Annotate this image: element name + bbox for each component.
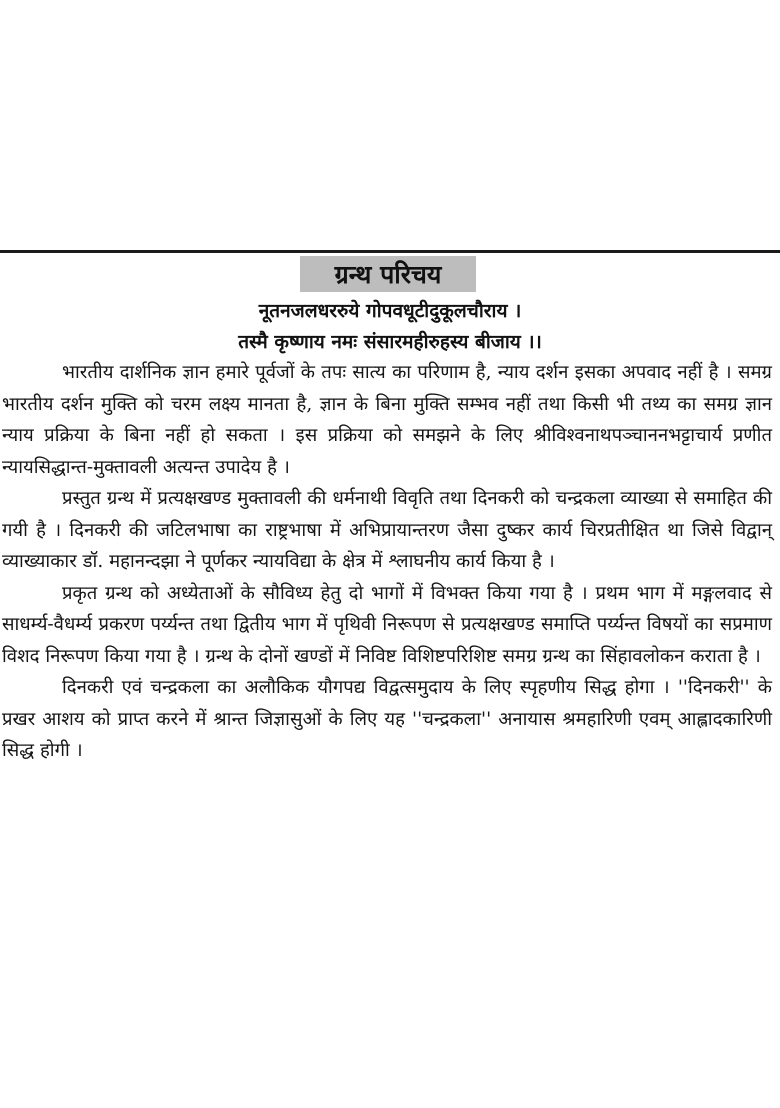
paragraph-3: प्रकृत ग्रन्थ को अध्येताओं के सौविध्य हेतु दो भागों में विभक्त किया गया है । प्रथम भाग में मङ्गलवाद से साधर्म्य-वैधर्म्य प्रकरण पर्य्यन्त तथा द्वितीय भाग में पृथिवी निरूपण से प्रत्यक्षखण्ड समाप्ति पर्य्यन्त विषयों का सप्रमाण विशद निरूपण किया गया है । ग्रन्थ के दोनों खण्डों में निविष्ट विशिष्टपरिशिष्ट समग्र ग्रन्थ का सिंहावलोकन कराता है । [2,582,772,667]
section-title: ग्रन्थ परिचय [334,260,442,289]
paragraph-2: प्रस्तुत ग्रन्थ में प्रत्यक्षखण्ड मुक्तावली की धर्मनाथी विवृति तथा दिनकरी को चन्द्रकला व्याख्या से समाहित की गयी है । दिनकरी की जटिलभाषा का राष्ट्रभाषा में अभिप्रायान्तरण जैसा दुष्कर कार्य चिरप्रतीक्षित था जिसे विद्वान् व्याख्याकार डॉ. महानन्दझा ने पूर्णकर न्यायविद्या के क्षेत्र में श्लाघनीय कार्य किया है । [2,488,772,572]
invocation-verse-line-2: तस्मै कृष्णाय नमः संसारमहीरुहस्य बीजाय ।। [238,331,542,353]
paragraph-4: दिनकरी एवं चन्द्रकला का अलौकिक यौगपद्य विद्वत्समुदाय के लिए स्पृहणीय सिद्ध होगा । ''दिनकरी'' के प्रखर आशय को प्राप्त करने में श्रान्त जिज्ञासुओं के लिए यह ''चन्द्रकला'' अनायास श्रमहारिणी एवम् आह्लादकारिणी सिद्ध होगी । [2,677,772,761]
section-title-box [300,256,476,292]
top-divider-line [0,250,780,253]
invocation-verse-line-1: नूतनजलधररुये गोपवधूटीदुकूलचौराय । [258,300,522,322]
paragraph-1: भारतीय दार्शनिक ज्ञान हमारे पूर्वजों के तपः सात्य का परिणाम है, न्याय दर्शन इसका अपवाद नहीं है । समग्र भारतीय दर्शन मुक्ति को चरम लक्ष्य मानता है, ज्ञान के बिना मुक्ति सम्भव नहीं तथा किसी भी तथ्य का समग्र ज्ञान न्याय प्रक्रिया के बिना नहीं हो सकता । इस प्रक्रिया को समझने के लिए श्रीविश्वनाथपञ्चाननभट्टाचार्य प्रणीत न्यायसिद्धान्त-मुक्तावली अत्यन्त उपादेय है । [2,362,772,478]
introduction-body [2,357,772,767]
